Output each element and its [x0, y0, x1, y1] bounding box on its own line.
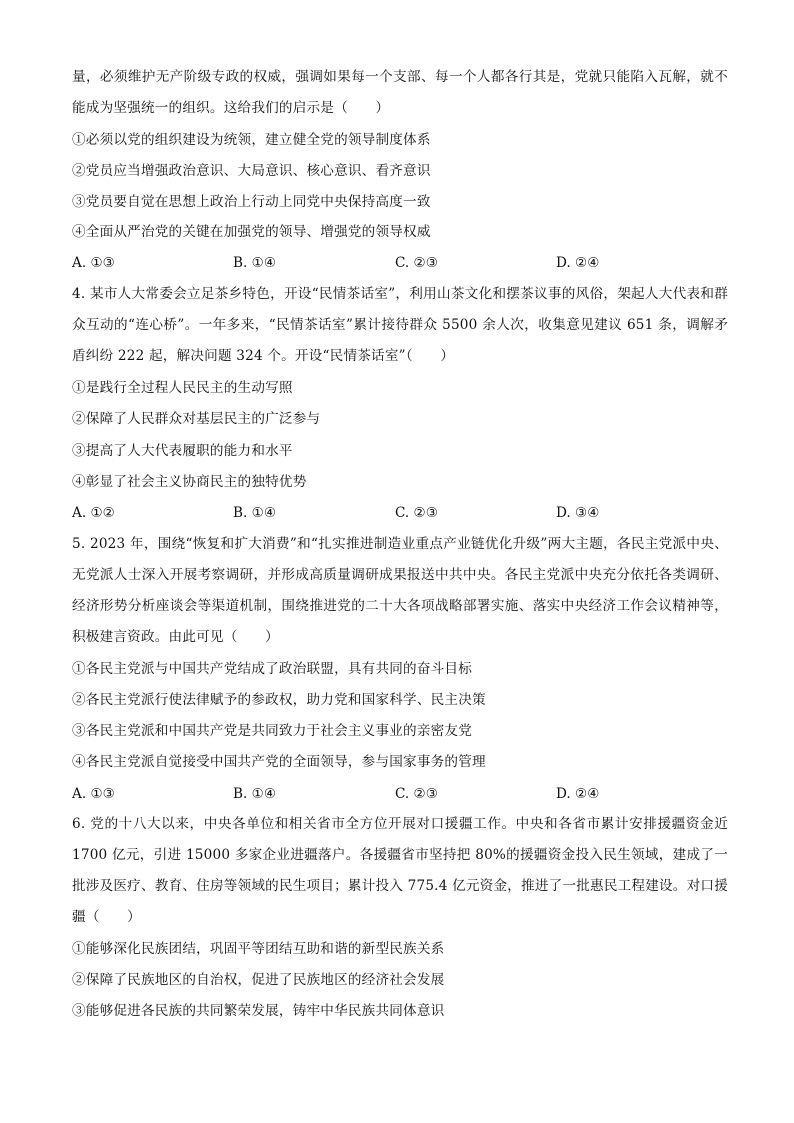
- q3-statement-1: ①必须以党的组织建设为统领，建立健全党的领导制度体系: [72, 132, 431, 148]
- q3-option-d: D. ②④: [556, 255, 600, 271]
- q5-statement-3: ③各民主党派和中国共产党是共同致力于社会主义事业的亲密友党: [72, 723, 473, 739]
- q4-option-b: B. ①④: [233, 505, 277, 521]
- q5-stem: 5. 2023 年，围绕“恢复和扩大消费”和“扎实推进制造业重点产业链优化升级”两大主题，各民主党派中央、无党派人士深入开展考察调研，并形成高质量调研成果报送中共中央。各民主党派中央充分依托各类调研、经济形势分析座谈会等渠道机制，围绕推进党的二十大各项战略部署实施、落实中央经济工作会议精神等，积极建言资政。由此可见（ ）: [72, 536, 728, 645]
- q4-option-d: D. ③④: [556, 505, 600, 521]
- q5-statement-2: ②各民主党派行使法律赋予的参政权，助力党和国家科学、民主决策: [72, 692, 486, 708]
- q3-statement-4: ④全面从严治党的关键在加强党的领导、增强党的领导权威: [72, 224, 431, 240]
- q3-options: [72, 253, 728, 273]
- q4-option-a: A. ①②: [72, 505, 115, 521]
- q3-statement-2: ②党员应当增强政治意识、大局意识、核心意识、看齐意识: [72, 163, 431, 179]
- q5-option-d: D. ②④: [556, 786, 600, 802]
- q3-option-c: C. ②③: [395, 255, 438, 271]
- q5-option-a: A. ①③: [72, 786, 115, 802]
- q5-options: [72, 784, 728, 804]
- q4-statement-2: ②保障了人民群众对基层民主的广泛参与: [72, 411, 321, 427]
- q4-statement-4: ④彰显了社会主义协商民主的独特优势: [72, 474, 307, 490]
- q6-stem: 6. 党的十八大以来，中央各单位和相关省市全方位开展对口援疆工作。中央和各省市累计安排援疆资金近 1700 亿元，引进 15000 多家企业进疆落户。各援疆省市坚持把 80%的援疆资金投入民生领域，建成了一批涉及医疗、教育、住房等领域的民生项目；累计投入 775.4 亿元资金，推进了一批惠民工程建设。对口援疆（ ）: [72, 816, 728, 925]
- q4-options: [72, 503, 728, 523]
- q5-statement-1: ①各民主党派与中国共产党结成了政治联盟，具有共同的奋斗目标: [72, 661, 473, 677]
- q4-stem: 4. 某市人大常委会立足茶乡特色，开设“民情茶话室”，利用山茶文化和摆茶议事的风俗，架起人大代表和群众互动的“连心桥”。一年多来，“民情茶话室”累计接待群众 5500 余人次，收集意见建议 651 条，调解矛盾纠纷 222 起，解决问题 324 个。开设“民情茶话室”（ ）: [72, 286, 728, 364]
- q5-statement-4: ④各民主党派自觉接受中国共产党的全面领导，参与国家事务的管理: [72, 754, 486, 770]
- q3-stem-continued: 量，必须维护无产阶级专政的权威，强调如果每一个支部、每一个人都各行其是，党就只能陷入瓦解，就不能成为坚强统一的组织。这给我们的启示是（ ）: [72, 69, 728, 116]
- q3-option-b: B. ①④: [233, 255, 277, 271]
- q6-statement-3: ③能够促进各民族的共同繁荣发展，铸牢中华民族共同体意识: [72, 1003, 445, 1019]
- q3-statement-3: ③党员要自觉在思想上政治上行动上同党中央保持高度一致: [72, 194, 431, 210]
- q4-option-c: C. ②③: [395, 505, 438, 521]
- q5-option-b: B. ①④: [233, 786, 277, 802]
- q4-statement-1: ①是践行全过程人民民主的生动写照: [72, 380, 293, 396]
- q6-statement-2: ②保障了民族地区的自治权，促进了民族地区的经济社会发展: [72, 972, 445, 988]
- q4-statement-3: ③提高了人大代表履职的能力和水平: [72, 443, 293, 459]
- q5-option-c: C. ②③: [395, 786, 438, 802]
- q6-statement-1: ①能够深化民族团结，巩固平等团结互助和谐的新型民族关系: [72, 941, 445, 957]
- q3-option-a: A. ①③: [72, 255, 115, 271]
